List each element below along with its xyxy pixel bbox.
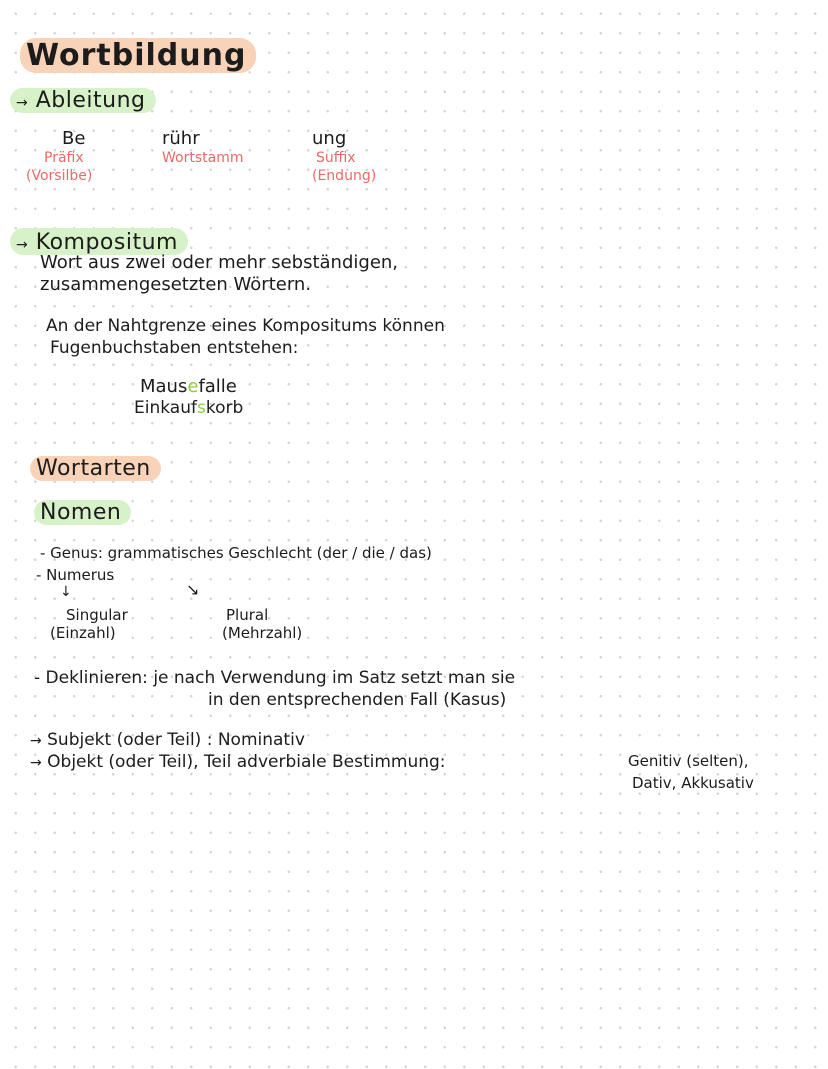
faelle-line1: Genitiv (selten), [628, 752, 749, 770]
example-einkaufskorb: Einkaufskorb [134, 398, 244, 418]
kompositum-definition-line1: Wort aus zwei oder mehr sebständigen, [40, 252, 399, 273]
part-label-wortstamm: Wortstamm [162, 150, 244, 166]
plural-label: Plural [226, 606, 269, 624]
wortarten-heading [30, 456, 161, 481]
part-label-praefix: Präfix [44, 150, 84, 166]
wortarten-title: Wortarten [30, 456, 161, 481]
page-title [20, 38, 256, 73]
arrow-down-icon: ↓ [60, 584, 72, 600]
deklinieren-line1: - Deklinieren: je nach Verwendung im Satz setzt man sie [34, 668, 516, 688]
ableitung-heading [10, 88, 156, 113]
deklinieren-line2: in den entsprechenden Fall (Kasus) [208, 690, 507, 710]
part-word-be: Be [62, 128, 86, 149]
part-label-suffix: Suffix [316, 150, 356, 166]
kompositum-note-line1: An der Nahtgrenze eines Kompositums können [46, 316, 445, 336]
numerus-line: - Numerus [36, 566, 115, 584]
kompositum-note-line2: Fugenbuchstaben entstehen: [50, 338, 299, 358]
example-mausefalle: Mausefalle [140, 376, 237, 397]
part-word-ung: ung [312, 128, 347, 149]
fugenbuchstabe: e [187, 376, 199, 397]
objekt-line: → Objekt (oder Teil), Teil adverbiale Bestimmung: [30, 752, 446, 772]
part-sub-vorsilbe: (Vorsilbe) [26, 168, 93, 184]
subjekt-line: → Subjekt (oder Teil) : Nominativ [30, 730, 305, 750]
genus-line: - Genus: grammatisches Geschlecht (der / die / das) [40, 544, 432, 562]
nomen-title: Nomen [34, 500, 131, 525]
singular-sub: (Einzahl) [50, 624, 116, 642]
arrow-diagonal-icon: ↘ [186, 580, 200, 599]
arrow-right-icon: → [16, 95, 29, 111]
fugenbuchstabe: s [196, 398, 206, 418]
singular-label: Singular [66, 606, 128, 624]
faelle-line2: Dativ, Akkusativ [632, 774, 754, 792]
arrow-right-icon: → [30, 755, 42, 771]
title-highlight: Wortbildung [20, 38, 256, 73]
kompositum-title: Kompositum [35, 230, 178, 255]
ableitung-title: Ableitung [35, 88, 146, 113]
part-sub-endung: (Endung) [312, 168, 377, 184]
arrow-right-icon: → [30, 733, 42, 749]
part-word-ruehr: rühr [162, 128, 200, 149]
arrow-right-icon: → [16, 237, 29, 253]
plural-sub: (Mehrzahl) [222, 624, 303, 642]
kompositum-definition-line2: zusammengesetzten Wörtern. [40, 274, 312, 295]
nomen-heading [34, 500, 131, 525]
kompositum-heading [10, 228, 188, 255]
